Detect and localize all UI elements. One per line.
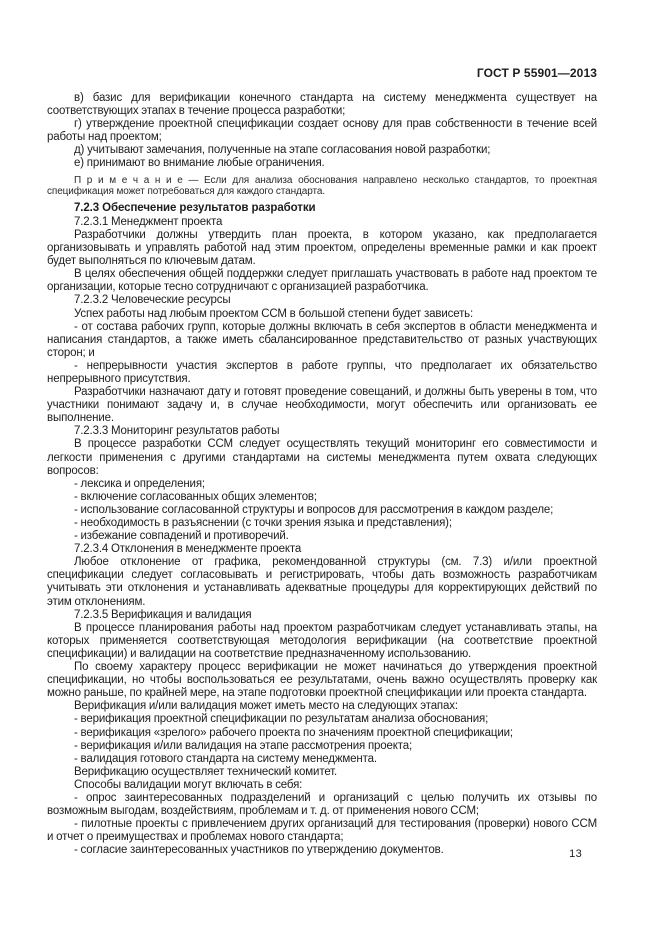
paragraph: е) принимают во внимание любые ограничения. bbox=[74, 157, 325, 170]
paragraph: Разработчики назначают дату и готовят проведение совещаний, и должны быть уверены в том, что участники понимают задачу и, в случае необходимости, могут обеспечить или организовать ее выполнение. bbox=[47, 386, 597, 425]
paragraph: В процессе разработки ССМ следует осуществлять текущий мониторинг его совместимости и легкости применения с другими стандартами на системы менеджмента путем охвата следующих вопросов: bbox=[47, 438, 597, 477]
document-body bbox=[47, 92, 597, 857]
paragraph: - использование согласованной структуры и вопросов для рассмотрения в каждом разделе; bbox=[74, 503, 554, 516]
paragraph: В процессе планирования работы над проектом разработчикам следует устанавливать этапы, на которых применяется соответствующая методология верификации (на соответствие проектной спецификации) и валидации на соответствие предназначенному использованию. bbox=[47, 621, 597, 660]
paragraph: - лексика и определения; bbox=[74, 477, 205, 490]
paragraph: Успех работы над любым проектом ССМ в большой степени будет зависеть: bbox=[74, 307, 474, 320]
paragraph: Способы валидации могут включать в себя: bbox=[74, 778, 303, 791]
paragraph: в) базис для верификации конечного стандарта на систему менеджмента существует на соответствующих этапах в течение процесса разработки; bbox=[47, 92, 597, 118]
paragraph: 7.2.3.3 Мониторинг результатов работы bbox=[74, 425, 280, 438]
paragraph: Разработчики должны утвердить план проекта, в котором указано, как предполагается организовывать и управлять работой над этим проектом, определены временные рамки и как проект будет выполняться по ключевым датам. bbox=[47, 228, 597, 268]
note: П р и м е ч а н и е — Если для анализа обоснования направлено несколько стандартов, то проектная спецификация может потребоваться для каждого стандарта. bbox=[47, 174, 597, 198]
paragraph: - включение согласованных общих элементов; bbox=[74, 490, 317, 503]
paragraph: Верификацию осуществляет технический комитет. bbox=[74, 765, 338, 778]
paragraph: - пилотные проекты с привлечением других организаций для тестирования (проверки) нового ССМ и отчет о преимуществах и проблемах нового стандарта; bbox=[47, 818, 597, 844]
paragraph: г) утверждение проектной спецификации создает основу для прав собственности в течение всей работы над проектом; bbox=[47, 118, 597, 144]
section-heading: 7.2.3 Обеспечение результатов разработки bbox=[74, 201, 316, 214]
paragraph: 7.2.3.2 Человеческие ресурсы bbox=[74, 294, 231, 307]
paragraph: - согласие заинтересованных участников по утверждению документов. bbox=[74, 844, 444, 857]
document-code-header: ГОСТ Р 55901—2013 bbox=[476, 66, 597, 80]
paragraph: - от состава рабочих групп, которые должны включать в себя экспертов в области менеджмента и написания стандартов, а также иметь сбалансированное представительство от разных участвующих сторон; и bbox=[47, 320, 597, 359]
paragraph: 7.2.3.1 Менеджмент проекта bbox=[74, 215, 223, 228]
paragraph: Верификация и/или валидация может иметь место на следующих этапах: bbox=[74, 700, 458, 713]
paragraph: По своему характеру процесс верификации не может начинаться до утверждения проектной спецификации, но чтобы воспользоваться ее результатами, очень важно осуществлять проверку как можно раньше, по крайней мере, на этапе подготовки проектной спецификации или проекта стандарта. bbox=[47, 661, 597, 700]
paragraph: - избежание совпадений и противоречий. bbox=[74, 530, 289, 543]
paragraph: - верификация проектной спецификации по результатам анализа обоснования; bbox=[74, 713, 489, 726]
page-number: 13 bbox=[569, 848, 582, 860]
paragraph: 7.2.3.5 Верификация и валидация bbox=[74, 608, 252, 621]
paragraph: - необходимость в разъяснении (с точки зрения языка и представления); bbox=[74, 517, 452, 529]
paragraph: Любое отклонение от графика, рекомендованной структуры (см. 7.3) и/или проектной спецификации следует согласовывать и регистрировать, чтобы дать возможность разработчикам учитывать эти отклонения и устанавливать адекватные процедуры для корректирующих действий по этим отклонениям. bbox=[47, 556, 597, 608]
paragraph: 7.2.3.4 Отклонения в менеджменте проекта bbox=[74, 543, 302, 556]
paragraph: - валидация готового стандарта на систему менеджмента. bbox=[74, 752, 377, 765]
paragraph: - опрос заинтересованных подразделений и организаций с целью получить их отзывы по возможным выгодам, воздействиям, проблемам и т. д. от применения нового ССМ; bbox=[47, 791, 597, 818]
paragraph: д) учитывают замечания, полученные на этапе согласования новой разработки; bbox=[74, 144, 491, 157]
paragraph: - верификация «зрелого» рабочего проекта по значениям проектной спецификации; bbox=[74, 726, 513, 739]
paragraph: - верификация и/или валидация на этапе рассмотрения проекта; bbox=[74, 739, 413, 752]
paragraph: - непрерывности участия экспертов в работе группы, что предполагает их обязательство непрерывного присутствия. bbox=[47, 359, 597, 385]
paragraph: В целях обеспечения общей поддержки следует приглашать участвовать в работе над проектом те организации, которые тесно сотрудничают с организацией разработчика. bbox=[47, 268, 597, 294]
